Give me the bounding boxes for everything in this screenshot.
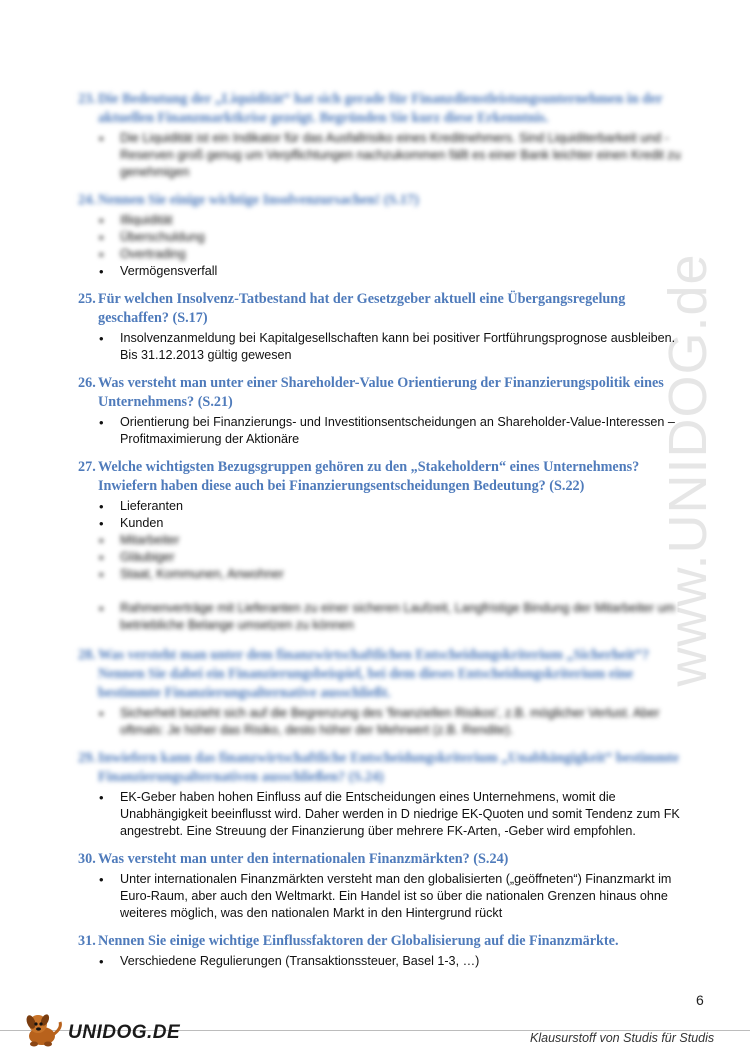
unidog-logo bbox=[20, 1010, 200, 1048]
answer-item: • Lieferanten bbox=[78, 498, 693, 515]
watermark: www.UNIDOG.de bbox=[658, 253, 718, 687]
question-number: 30. bbox=[78, 851, 96, 867]
question-number: 28. bbox=[78, 647, 96, 663]
answer-list bbox=[78, 789, 693, 840]
questions-content bbox=[78, 90, 693, 970]
answer-list-extra bbox=[78, 600, 693, 634]
logo-text: UNIDOG.DE bbox=[68, 1022, 181, 1043]
question-title bbox=[78, 458, 693, 496]
question-title bbox=[78, 749, 693, 787]
answer-list bbox=[78, 498, 693, 583]
answer-item: • EK-Geber haben hohen Einfluss auf die Entscheidungen eines Unternehmens, womit die Unabhängigkeit beeinflusst wird. Daher werden in D niedrige EK-Quoten und somit Tendenz zum FK angestrebt. Eine Streuung der Finanzierung über mehrere FK-Arten, -Geber wird empfohlen. bbox=[78, 789, 693, 840]
question-title bbox=[78, 646, 693, 703]
question-number: 27. bbox=[78, 459, 96, 475]
answer-list bbox=[78, 705, 693, 739]
question-30 bbox=[78, 850, 693, 922]
answer-item: • Staat, Kommunen, Anwohner bbox=[78, 566, 693, 583]
answer-item: • Overtrading bbox=[78, 246, 693, 263]
question-number: 29. bbox=[78, 750, 96, 766]
question-24 bbox=[78, 191, 693, 280]
question-number: 31. bbox=[78, 933, 96, 949]
answer-list bbox=[78, 953, 693, 970]
answer-item: • Kunden bbox=[78, 515, 693, 532]
question-number: 23. bbox=[78, 91, 96, 107]
question-number: 25. bbox=[78, 291, 96, 307]
footer-slogan: Klausurstoff von Studis für Studis bbox=[530, 1031, 715, 1045]
question-28 bbox=[78, 646, 693, 739]
answer-list bbox=[78, 414, 693, 448]
answer-item: • Rahmenverträge mit Lieferanten zu einer sicheren Laufzeit, Langfristige Bindung der Mitarbeiter um betriebliche Belange umsetzen zu können bbox=[78, 600, 693, 634]
question-text: Was versteht man unter dem finanzwirtschaftlichen Entscheidungskriterium „Sicherheit“? Nennen Sie dabei ein Finanzierungsbeispiel, bei dem dieses Entscheidungskriterium eine bestimmte Finanzierungsalternative ausschließt. bbox=[98, 647, 650, 701]
question-text: Die Bedeutung der „Liquidität“ hat sich gerade für Finanzdienstleistungsunternehmen in der aktuellen Finanzmarktkrise gezeigt. Begründen Sie kurz diese Erkenntnis. bbox=[98, 91, 663, 126]
answer-item: • Illiquidität bbox=[78, 212, 693, 229]
answer-item: • Verschiedene Regulierungen (Transaktionssteuer, Basel 1-3, …) bbox=[78, 953, 693, 970]
answer-item: • Die Liquidität ist ein Indikator für das Ausfallrisiko eines Kreditnehmers. Sind Liquiditerbarkeit und -Reserven groß genug um Verpflichtungen nachzukommen fällt es einer Bank leichter einen Kredit zu genehmigen bbox=[78, 130, 693, 181]
answer-list bbox=[78, 212, 693, 280]
question-25 bbox=[78, 290, 693, 364]
answer-item: • Insolvenzanmeldung bei Kapitalgesellschaften kann bei positiver Fortführungsprognose ausbleiben. Bis 31.12.2013 gültig gewesen bbox=[78, 330, 693, 364]
answer-item: • Vermögensverfall bbox=[78, 263, 693, 280]
question-title bbox=[78, 932, 693, 951]
question-text: Was versteht man unter den internationalen Finanzmärkten? (S.24) bbox=[98, 851, 509, 867]
question-26 bbox=[78, 374, 693, 448]
answer-list bbox=[78, 130, 693, 181]
question-text: Inwiefern kann das finanzwirtschaftliche Entscheidungskriterium „Unabhängigkeit“ bestimmte Finanzierungsalternativen ausschließen? (S.24) bbox=[98, 750, 679, 785]
answer-list bbox=[78, 871, 693, 922]
question-title bbox=[78, 290, 693, 328]
question-text: Nennen Sie einige wichtige Einflussfaktoren der Globalisierung auf die Finanzmärkte. bbox=[98, 933, 619, 949]
question-31 bbox=[78, 932, 693, 970]
question-text: Für welchen Insolvenz-Tatbestand hat der Gesetzgeber aktuell eine Übergangsregelung geschaffen? (S.17) bbox=[98, 291, 626, 326]
question-27 bbox=[78, 458, 693, 634]
question-title bbox=[78, 374, 693, 412]
question-title bbox=[78, 191, 693, 210]
question-title bbox=[78, 850, 693, 869]
question-number: 26. bbox=[78, 375, 96, 391]
answer-item: • Orientierung bei Finanzierungs- und Investitionsentscheidungen an Shareholder-Value-Interessen – Profitmaximierung der Aktionäre bbox=[78, 414, 693, 448]
question-text: Nennen Sie einige wichtige Insolvenzursachen! (S.17) bbox=[98, 192, 419, 208]
question-text: Was versteht man unter einer Shareholder-Value Orientierung der Finanzierungspolitik eines Unternehmens? (S.21) bbox=[98, 375, 664, 410]
question-number: 24. bbox=[78, 192, 96, 208]
page-number: 6 bbox=[696, 992, 704, 1008]
question-text: Welche wichtigsten Bezugsgruppen gehören zu den „Stakeholdern“ eines Unternehmens? Inwiefern haben diese auch bei Finanzierungsentscheidungen Bedeutung? (S.22) bbox=[98, 459, 640, 494]
question-29 bbox=[78, 749, 693, 840]
answer-item: • Gläubiger bbox=[78, 549, 693, 566]
answer-item: • Sicherheit bezieht sich auf die Begrenzung des 'finanziellen Risikos', z.B. möglicher Verlust. Aber oftmals: Je höher das Risiko, desto höher der Mehrwert (z.B. Rendite). bbox=[78, 705, 693, 739]
answer-item: • Mitarbeiter bbox=[78, 532, 693, 549]
question-23 bbox=[78, 90, 693, 181]
answer-item: • Unter internationalen Finanzmärkten versteht man den globalisierten („geöffneten“) Finanzmarkt im Euro-Raum, aber auch den Weltmarkt. Ein Handel ist so über die nationalen Grenzen hinaus ohne weiteres möglich, was den nationalen Markt in den Hintergrund rückt bbox=[78, 871, 693, 922]
question-title bbox=[78, 90, 693, 128]
dog-mascot-icon bbox=[20, 1010, 66, 1048]
answer-item: • Überschuldung bbox=[78, 229, 693, 246]
answer-list bbox=[78, 330, 693, 364]
